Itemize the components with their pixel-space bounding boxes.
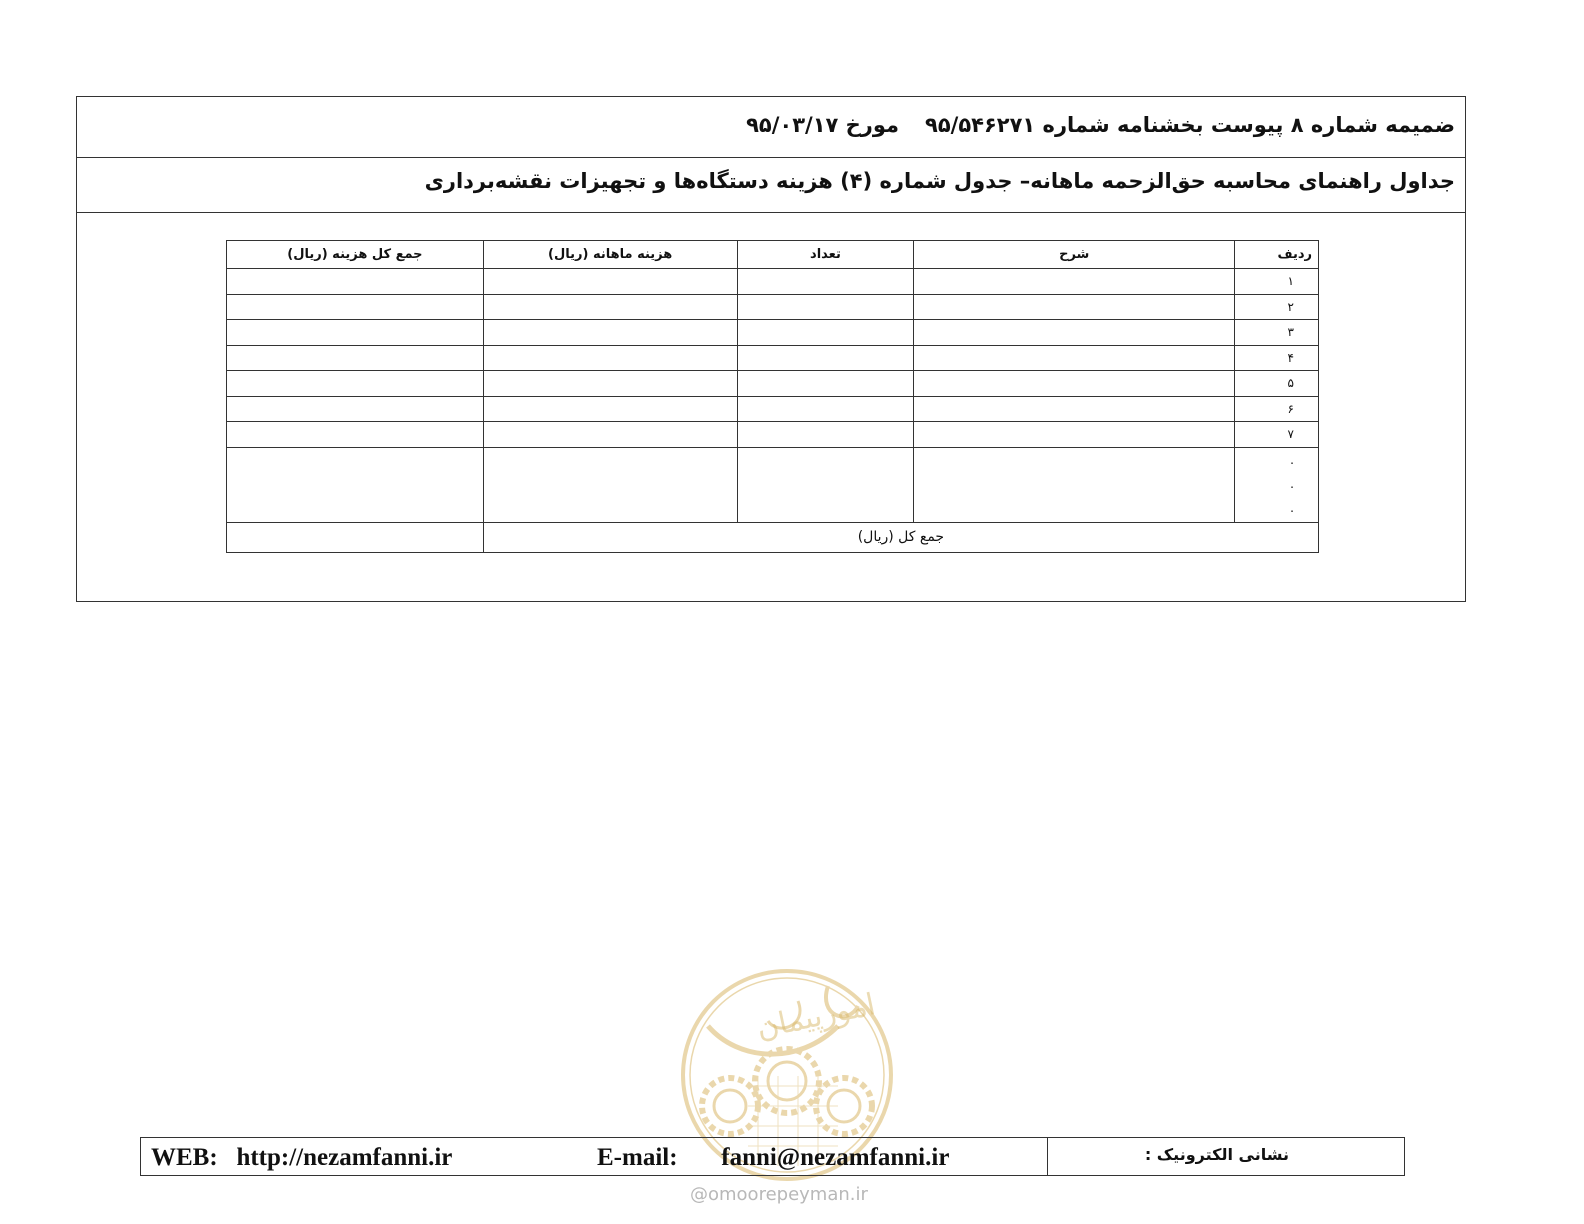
title-row: [77, 97, 1465, 158]
table-row: [227, 396, 1319, 422]
total-cost-cell: [227, 269, 484, 295]
col-header-quantity: تعداد: [737, 241, 914, 269]
subtitle-row: [77, 157, 1465, 213]
description-cell: [914, 294, 1235, 320]
table-row: [227, 371, 1319, 397]
table-row: [227, 320, 1319, 346]
col-header-row-number: ردیف: [1235, 241, 1319, 269]
quantity-cell: [737, 396, 914, 422]
document-title: [746, 113, 1455, 137]
quantity-cell: [737, 294, 914, 320]
total-row: [227, 522, 1319, 552]
monthly-cost-cell: [483, 320, 737, 346]
description-cell: [914, 396, 1235, 422]
monthly-cost-cell: [483, 345, 737, 371]
email-link[interactable]: fanni@nezamfanni.ir: [721, 1144, 950, 1171]
table-header-row: [227, 241, 1319, 269]
document-subtitle: جداول راهنمای محاسبه حق‌الزحمه ماهانه– جدول شماره (۴) هزینه دستگاه‌ها و تجهیزات نقشه‌برداری: [424, 169, 1455, 193]
row-number: ۶: [1235, 396, 1319, 422]
description-cell: [914, 320, 1235, 346]
grand-total-cell: [227, 522, 484, 552]
watermark-url: @omoorepeyman.ir: [690, 1184, 868, 1205]
row-number: ۵: [1235, 371, 1319, 397]
monthly-cost-cell: [483, 396, 737, 422]
table-row: [227, 345, 1319, 371]
quantity-cell: [737, 345, 914, 371]
description-cell: [914, 371, 1235, 397]
continuation-row: [227, 447, 1319, 522]
cost-table: [226, 240, 1319, 553]
quantity-cell: [737, 371, 914, 397]
quantity-cell: [737, 447, 914, 522]
total-cost-cell: [227, 371, 484, 397]
row-number: ۱: [1235, 269, 1319, 295]
description-cell: [914, 269, 1235, 295]
quantity-cell: [737, 422, 914, 448]
footer-divider: [1047, 1138, 1048, 1175]
monthly-cost-cell: [483, 422, 737, 448]
row-number: ۲: [1235, 294, 1319, 320]
footer-email: [597, 1144, 949, 1172]
table-row: [227, 422, 1319, 448]
footer-bar: [140, 1137, 1405, 1176]
title-date: مورخ ۹۵/۰۳/۱۷: [746, 113, 900, 137]
total-cost-cell: [227, 422, 484, 448]
address-label: نشانی الکترونیک :: [1144, 1145, 1289, 1164]
col-header-description: شرح: [914, 241, 1235, 269]
total-cost-cell: [227, 447, 484, 522]
total-cost-cell: [227, 320, 484, 346]
row-number: ۴: [1235, 345, 1319, 371]
total-cost-cell: [227, 294, 484, 320]
web-label: WEB:: [151, 1144, 218, 1171]
description-cell: [914, 422, 1235, 448]
monthly-cost-cell: [483, 447, 737, 522]
title-main: ضمیمه شماره ۸ پیوست بخشنامه شماره ۹۵/۵۴۶۲۷۱: [925, 113, 1455, 137]
total-cost-cell: [227, 345, 484, 371]
footer-web: [151, 1144, 452, 1172]
document-frame: [76, 96, 1466, 602]
description-cell: [914, 447, 1235, 522]
email-label: E-mail:: [597, 1144, 678, 1171]
table-row: [227, 269, 1319, 295]
watermark-logo-text: امورپیمان: [753, 987, 879, 1047]
col-header-monthly-cost: هزینه ماهانه (ریال): [483, 241, 737, 269]
continuation-dots: . . .: [1235, 447, 1319, 522]
row-number: ۷: [1235, 422, 1319, 448]
total-label: جمع کل (ریال): [483, 522, 1318, 552]
monthly-cost-cell: [483, 294, 737, 320]
table-row: [227, 294, 1319, 320]
web-url-link[interactable]: http://nezamfanni.ir: [236, 1144, 453, 1171]
description-cell: [914, 345, 1235, 371]
monthly-cost-cell: [483, 269, 737, 295]
monthly-cost-cell: [483, 371, 737, 397]
quantity-cell: [737, 320, 914, 346]
total-cost-cell: [227, 396, 484, 422]
row-number: ۳: [1235, 320, 1319, 346]
quantity-cell: [737, 269, 914, 295]
col-header-total-cost: جمع کل هزینه (ریال): [227, 241, 484, 269]
